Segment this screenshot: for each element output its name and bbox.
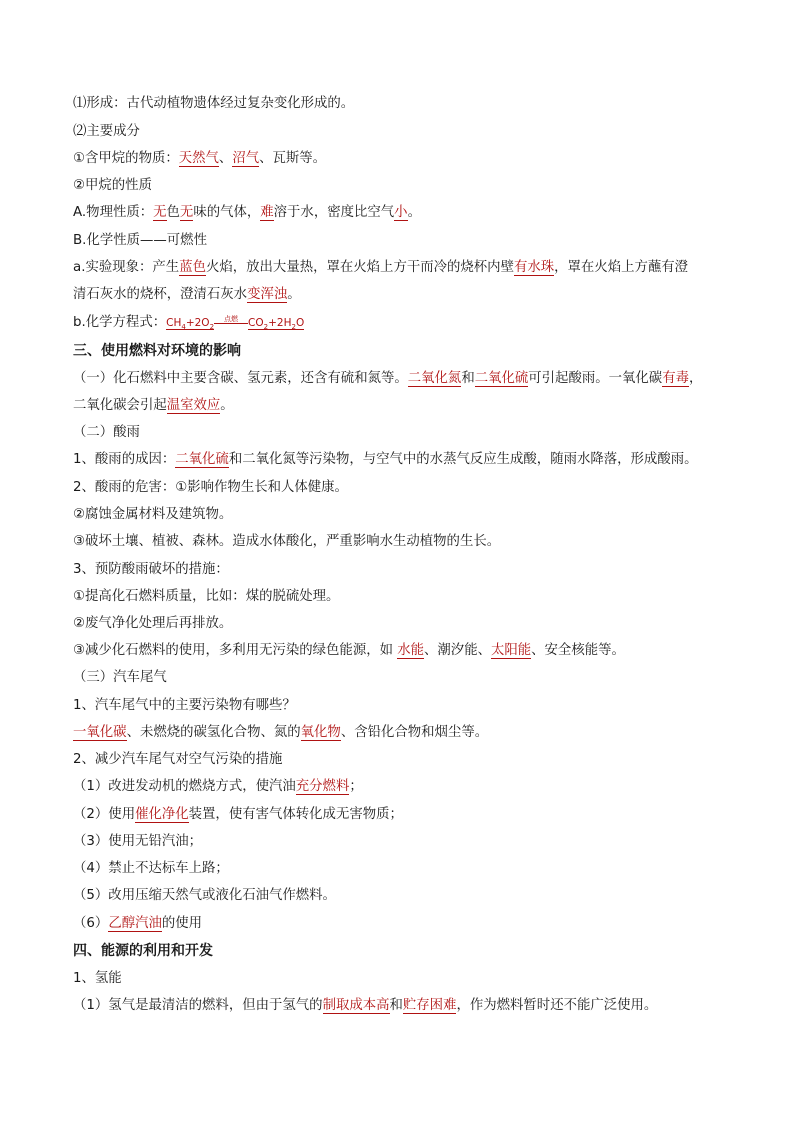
- text-segment: （3）使用无铅汽油；: [73, 834, 203, 849]
- measure-1: [73, 778, 363, 796]
- text-segment: ⑵主要成分: [73, 124, 140, 139]
- methane-substances-line: [73, 150, 326, 168]
- text-segment: ，罩在火焰上方蘸有澄: [554, 260, 689, 275]
- text-segment: 火焰，放出大量热，罩在火焰上方干而冷的烧杯内壁: [205, 260, 514, 275]
- keyword: 无: [153, 205, 167, 220]
- text-segment: （4）禁止不达标车上路；: [73, 861, 229, 876]
- fossil-fuel-line-2: [73, 397, 234, 415]
- text-segment: ；: [349, 779, 363, 794]
- section-heading-4: [73, 942, 213, 960]
- text-segment: 和: [461, 371, 475, 386]
- text-segment: 味的气体，: [193, 205, 261, 220]
- text-segment: （1）改进发动机的燃烧方式，使汽油: [73, 779, 296, 794]
- text-segment: A.物理性质：: [73, 205, 154, 220]
- text-segment: +2O: [185, 317, 210, 329]
- equation-line: [73, 314, 304, 336]
- keyword: 二氧化硫: [175, 452, 229, 467]
- keyword: 温室效应: [166, 398, 221, 413]
- keyword: 水能: [397, 643, 425, 658]
- text-segment: 溶于水，密度比空气: [273, 205, 395, 220]
- text-segment: 2: [291, 323, 296, 332]
- text-segment: 。: [220, 398, 234, 413]
- chemical-equation-products: [248, 317, 304, 330]
- text-segment: 2、酸雨的危害：①影响作物生长和人体健康。: [73, 480, 348, 495]
- text-segment: 装置，使有害气体转化成无害物质；: [188, 807, 403, 822]
- acid-rain-heading: [73, 424, 140, 442]
- text-segment: O: [295, 317, 305, 329]
- acid-rain-cause-line: [73, 451, 698, 469]
- keyword: 沼气: [232, 151, 260, 166]
- keyword: 一氧化碳: [73, 725, 127, 740]
- text-segment: ②废气净化处理后再排放。: [73, 616, 233, 631]
- text-segment: （1）氢气是最清洁的燃料，但由于氢气的: [73, 998, 323, 1013]
- text-segment: 。: [287, 287, 301, 302]
- text-segment: a.实验现象：产生: [73, 260, 180, 275]
- keyword: 小: [394, 205, 408, 220]
- exhaust-pollutants: [73, 724, 488, 742]
- keyword: 无: [179, 205, 194, 220]
- text-segment: 四、能源的利用和开发: [73, 943, 213, 959]
- acid-rain-harm-3: [73, 533, 500, 551]
- text-segment: （一）化石燃料中主要含碳、氢元素，还含有硫和氮等。: [73, 371, 408, 386]
- text-segment: 2: [209, 323, 215, 332]
- keyword: 太阳能: [490, 643, 532, 658]
- keyword: 变浑浊: [247, 287, 288, 302]
- text-segment: 2、减少汽车尾气对空气污染的措施: [73, 752, 283, 767]
- prevention-3: [73, 642, 625, 660]
- text-segment: ⑴形成：古代动植物遗体经过复杂变化形成的。: [73, 96, 355, 111]
- text-segment: 二氧化碳会引起: [73, 398, 167, 413]
- text-segment: （2）使用: [73, 807, 136, 822]
- measure-5: [73, 887, 336, 905]
- text-segment: 1、酸雨的成因：: [73, 452, 176, 467]
- prevention-1: [73, 588, 339, 606]
- text-segment: 、未燃烧的碳氢化合物、氮的: [126, 725, 301, 740]
- text-segment: CO: [248, 317, 264, 329]
- text-segment: ，: [688, 371, 703, 386]
- measure-3: [73, 833, 202, 851]
- text-segment: CH: [166, 317, 182, 329]
- acid-rain-harm-line: [73, 479, 348, 497]
- keyword: 制取成本高: [322, 998, 390, 1013]
- hydrogen-line: [73, 997, 657, 1015]
- formation-line: [73, 95, 354, 113]
- exhaust-measures-heading: [73, 751, 282, 769]
- text-segment: 1、汽车尾气中的主要污染物有哪些？: [73, 698, 296, 713]
- text-segment: ③破坏土壤、植被、森林。造成水体酸化，严重影响水生动植物的生长。: [73, 534, 501, 549]
- text-segment: 清石灰水的烧杯，澄清石灰水: [73, 287, 248, 302]
- text-segment: B.化学性质——可燃性: [73, 233, 207, 248]
- section-heading-3: [73, 342, 241, 360]
- keyword: 充分燃料: [295, 779, 350, 794]
- chemical-properties-line: [73, 232, 207, 250]
- keyword: 有水珠: [513, 260, 555, 275]
- keyword: 氧化物: [300, 725, 341, 740]
- physical-properties-line: [73, 204, 421, 222]
- keyword: 蓝色: [179, 260, 206, 275]
- keyword: 催化净化: [135, 807, 189, 822]
- text-segment: 、: [218, 151, 233, 166]
- text-segment: 、潮汐能、: [424, 643, 491, 658]
- prevention-2: [73, 615, 232, 633]
- measure-4: [73, 860, 229, 878]
- reaction-condition: 点燃: [214, 315, 248, 324]
- experiment-line-2: [73, 286, 301, 304]
- keyword: 二氧化硫: [474, 371, 529, 386]
- methane-properties-heading: [73, 177, 152, 195]
- keyword: 贮存困难: [402, 998, 457, 1013]
- text-segment: 3、预防酸雨破坏的措施：: [73, 562, 229, 577]
- text-segment: 2: [263, 323, 269, 332]
- text-segment: 和二氧化氮等污染物，与空气中的水蒸气反应生成酸，随雨水降落，形成酸雨。: [228, 452, 698, 467]
- experiment-line-1: [73, 259, 688, 277]
- text-segment: 、含铅化合物和烟尘等。: [340, 725, 489, 740]
- text-segment: ②甲烷的性质: [73, 178, 152, 193]
- text-segment: （6）: [73, 916, 109, 931]
- text-segment: b.化学方程式：: [73, 315, 167, 330]
- text-segment: ，作为燃料暂时还不能广泛使用。: [456, 998, 658, 1013]
- acid-rain-harm-2: [73, 506, 232, 524]
- fossil-fuel-line-1: [73, 370, 702, 388]
- keyword: 天然气: [178, 151, 219, 166]
- measure-6: [73, 915, 202, 933]
- text-segment: （三）汽车尾气: [73, 670, 167, 685]
- text-segment: +2H: [268, 317, 292, 329]
- text-segment: 三、使用燃料对环境的影响: [73, 343, 241, 359]
- text-segment: 色: [166, 205, 180, 220]
- measure-2: [73, 806, 403, 824]
- text-segment: 4: [181, 323, 186, 332]
- hydrogen-heading: [73, 970, 122, 988]
- text-segment: ③减少化石燃料的使用，多利用无污染的绿色能源，如: [73, 643, 398, 658]
- text-segment: 和: [389, 998, 403, 1013]
- keyword: 有毒: [662, 371, 689, 386]
- text-segment: 的使用: [161, 916, 203, 931]
- keyword: 二氧化氮: [407, 371, 462, 386]
- main-components-heading: [73, 123, 140, 141]
- text-segment: 、安全核能等。: [531, 643, 625, 658]
- text-segment: 可引起酸雨。一氧化碳: [528, 371, 663, 386]
- keyword: 乙醇汽油: [108, 916, 162, 931]
- text-segment: 。: [407, 205, 421, 220]
- text-segment: （5）改用压缩天然气或液化石油气作燃料。: [73, 888, 336, 903]
- exhaust-question: [73, 697, 296, 715]
- keyword: 难: [260, 205, 274, 220]
- text-segment: ①提高化石燃料质量，比如：煤的脱硫处理。: [73, 589, 340, 604]
- text-segment: 1、氢能: [73, 971, 122, 986]
- text-segment: 、瓦斯等。: [259, 151, 327, 166]
- text-segment: ①含甲烷的物质：: [73, 151, 179, 166]
- text-segment: （二）酸雨: [73, 425, 140, 440]
- text-segment: ②腐蚀金属材料及建筑物。: [73, 507, 233, 522]
- exhaust-heading: [73, 669, 167, 687]
- chemical-equation: [166, 317, 214, 330]
- acid-rain-prevention-heading: [73, 561, 229, 579]
